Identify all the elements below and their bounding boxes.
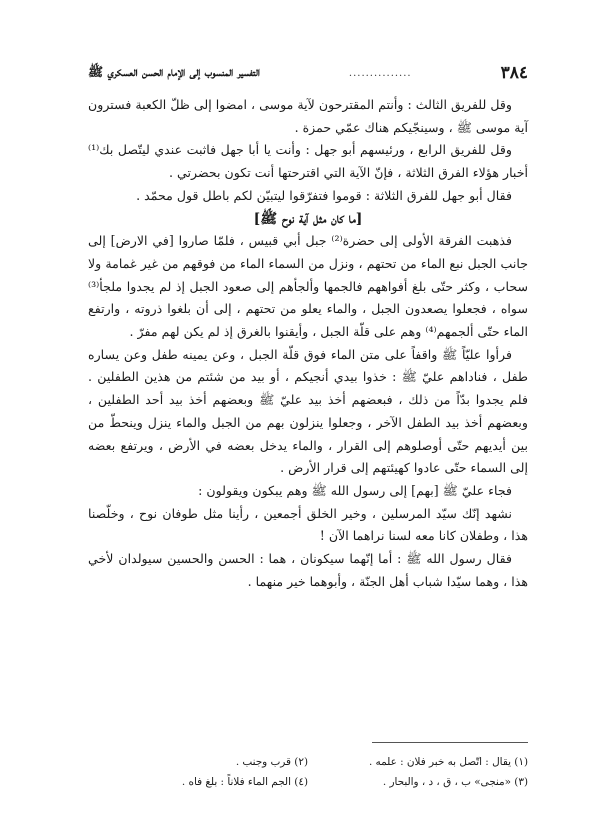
footnote-3: (٣) «منجى» ب ، ق ، د ، والبحار . bbox=[382, 776, 528, 788]
paragraph-1: وقل للفريق الثالث : وأنتم المقترحون لآية موسى ، امضوا إلى ظلّ الكعبة فسترون آية موسى ﷺ ، وسينجّيكم هناك عمّي حمزة . bbox=[88, 97, 528, 135]
paragraph-6: فجاء عليّ ﷺ [بهم] إلى رسول الله ﷺ وهم يبكون ويقولون : bbox=[198, 482, 512, 498]
footnote-2: (٢) قرب وجنب . bbox=[235, 756, 308, 768]
footnote-separator bbox=[372, 742, 528, 743]
section-heading: [ما كان مثل آية نوح ﷺ] bbox=[253, 210, 363, 227]
paragraph-8: فقال رسول الله ﷺ : أما إنّهما سيكونان ، هما : الحسن والحسين سيولدان لأخي هذا ، وهما سيّدا شباب أهل الجنّة ، وأبوهما خير منهما . bbox=[88, 551, 528, 589]
paragraph-3: فقال أبو جهل للفرق الثلاثة : قوموا فتفرّقوا ليتبيّن لكم باطل قول محمّد . bbox=[136, 187, 512, 203]
page-header bbox=[88, 62, 528, 84]
paragraph-7: نشهد إنّك سيّد المرسلين ، وخير الخلق أجمعين ، رأينا مثل طوفان نوح ، وخلّصنا هذا ، وطفلان كانا معه لسنا نراهما الآن ! bbox=[88, 505, 528, 544]
paragraph-2: وقل للفريق الرابع ، ورئيسهم أبو جهل : وأنت يا أبا جهل فاثبت عندي ليتّصل بك⁽¹⁾ أخبار هؤلاء الفرق الثلاثة ، فإنّ الآية التي اقترحتها أنت تكون بحضرتي . bbox=[88, 142, 528, 181]
header-dots: ............... bbox=[348, 67, 412, 79]
footnotes bbox=[88, 752, 528, 792]
footnote-row bbox=[88, 752, 528, 772]
running-title: التفسير المنسوب إلى الإمام الحسن العسكري ﷺ bbox=[88, 63, 260, 79]
paragraph-5: فرأوا عليّاً ﷺ واقفاً على متن الماء فوق قلّة الجبل ، وعن يمينه طفل وعن يساره طفل ، فناداهم عليّ ﷺ : خذوا بيدي أنجيكم ، أو بيد من شئتم من هذين الطفلين . فلم يجدوا بدّاً من ذلك ، فبعضهم أخذ بيد عليّ ﷺ وبعضهم أخذ بيد أحد الطفلين ، وبعضهم أخذ بيد الطفل الآخر ، وجعلوا ينزلون بهم من الجبل والماء ينزل وينحطّ من بين أيديهم حتّى أوصلوهم إلى القرار ، والماء يدخل بعضه في الأرض ، ويرتفع بعضه إلى السماء حتّى عادوا كهيئتهم إلى قرار الأرض . bbox=[88, 346, 528, 476]
footnote-row bbox=[88, 772, 528, 792]
main-text bbox=[88, 94, 528, 593]
footnote-4: (٤) الجم الماء فلاناً : بلغ فاه . bbox=[181, 776, 308, 788]
page-number: ٣٨٤ bbox=[500, 63, 528, 83]
footnote-1: (١) يقال : اتّصل به خبر فلان : علمه . bbox=[368, 756, 528, 768]
paragraph-4: فذهبت الفرقة الأولى إلى حضرة⁽²⁾ جبل أبي قبيس ، فلمّا صاروا [في الارض] إلى جانب الجبل نبع الماء من تحتهم ، ونزل من السماء الماء من فوقهم من غير غمامة ولا سحاب ، وكثر حتّى بلغ أفواههم فالجمها وألجأهم إلى صعود الجبل إذ لم يجدوا ملجأ⁽³⁾ سواه ، فجعلوا يصعدون الجبل ، والماء يعلو من تحتهم ، إلى أن بلغوا ذروته ، وارتفع الماء حتّى ألجمهم⁽⁴⁾ وهم على قلّة الجبل ، وأيقنوا بالغرق إذ لم يكن لهم مفرّ . bbox=[88, 233, 528, 340]
